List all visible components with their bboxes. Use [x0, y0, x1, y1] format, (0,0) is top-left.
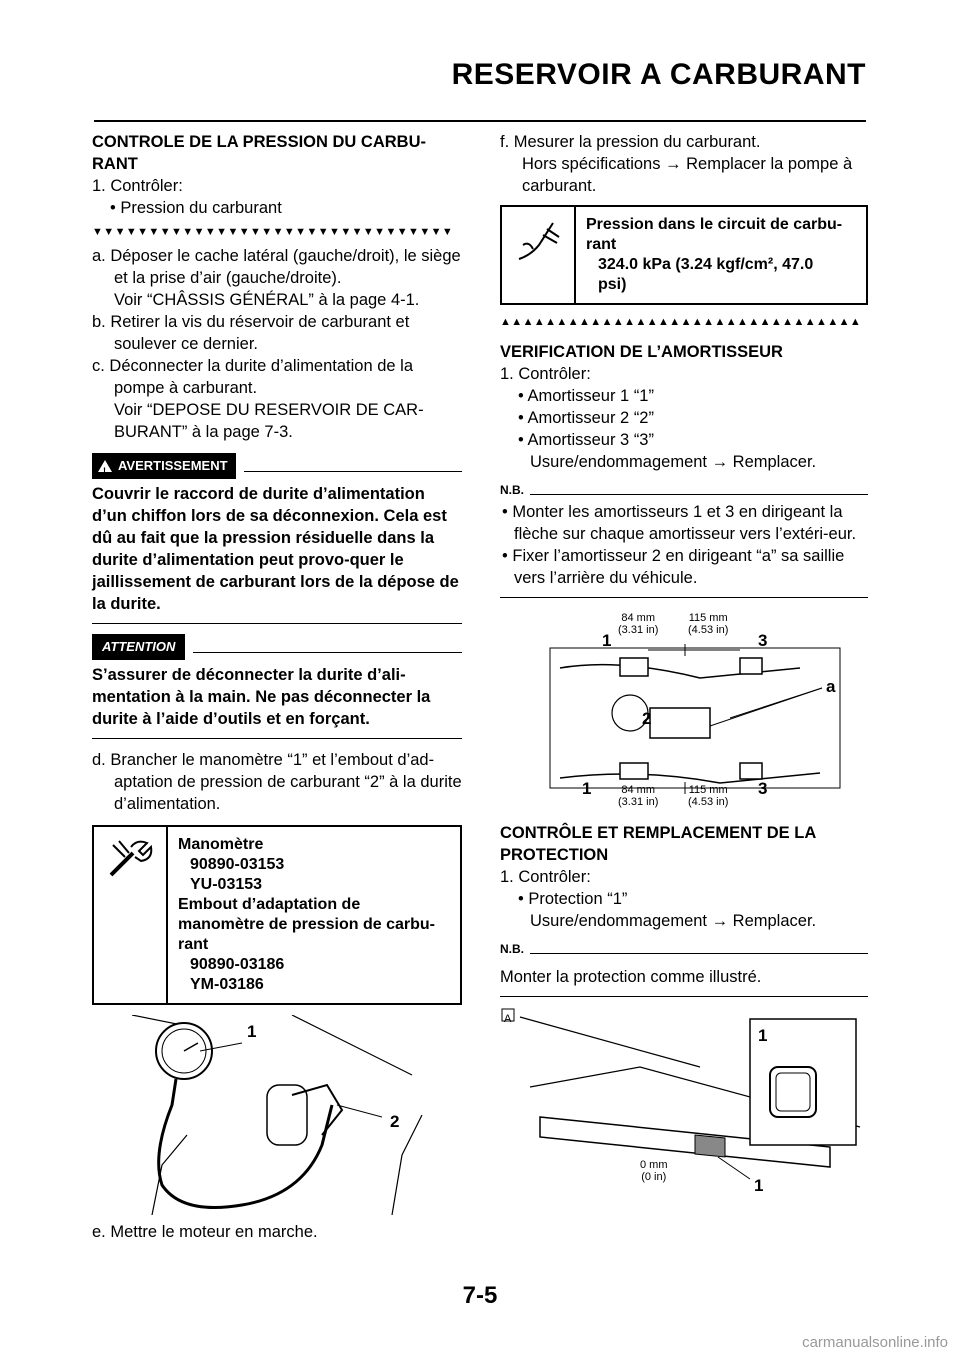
- note-end-rule-1: [500, 597, 868, 598]
- tool-box: [92, 825, 462, 1005]
- protection-figure: [500, 1007, 868, 1197]
- protection-result: Usure/endommagement → Remplacer.: [530, 912, 817, 930]
- tool-1-part-number: 90890-03153: [190, 856, 285, 873]
- section-title-damper: VERIFICATION DE L’AMORTISSEUR: [500, 343, 783, 361]
- callout-2: 2: [390, 1112, 400, 1131]
- warning-header-line: [244, 461, 462, 472]
- tool-2-name-line2: manomètre de pression de carbu-: [178, 916, 435, 933]
- step-1-bullet: • Pression du carburant: [110, 199, 282, 217]
- note-1-item-a: • Monter les amortisseurs 1 et 3 en dirigeant la flèche sur chaque amortisseur vers l’extéri-eur.: [502, 503, 857, 543]
- right-column: [500, 131, 868, 1203]
- page-number: 7-5: [462, 1282, 498, 1309]
- callout-1: 1: [247, 1022, 257, 1041]
- callout-damper-3-bottom: 3: [758, 779, 768, 798]
- note-header-2: [500, 938, 868, 960]
- spec-label-line2: rant: [586, 236, 617, 253]
- spec-content: [576, 207, 850, 303]
- note-label-2: N.B.: [500, 942, 524, 956]
- dim-bottom-84-mm: 84 mm: [621, 784, 655, 796]
- dim-protection-in: (0 in): [641, 1171, 667, 1183]
- damper-bullet-1: • Amortisseur 1 “1”: [518, 387, 654, 405]
- left-column: [92, 131, 462, 1243]
- tool-icon-cell: [94, 827, 168, 1003]
- watermark[interactable]: carmanualsonline.info: [802, 1334, 948, 1351]
- warning-end-rule: [92, 623, 462, 624]
- tool-1-name: Manomètre: [178, 836, 264, 853]
- warning-text: Couvrir le raccord de durite d’alimentation d’un chiffon lors de sa déconnexion. Cela est dû au fait que la pression résiduelle dans la durite d’alimentation peut provo-quer le jaillissement de carburant lors de la dépose de la durite.: [92, 485, 459, 613]
- step-c-reference: Voir “DEPOSE DU RESERVOIR DE CAR-BURANT” à la page 7-3.: [114, 401, 424, 441]
- damper-illustration: [500, 608, 868, 808]
- page-title: RESERVOIR A CARBURANT: [451, 58, 866, 91]
- protection-step-1: 1. Contrôler:: [500, 868, 591, 886]
- step-a: a. Déposer le cache latéral (gauche/droit), le siège et la prise d’air (gauche/droite).: [92, 247, 461, 287]
- step-1: 1. Contrôler:: [92, 177, 183, 195]
- step-f: f. Mesurer la pression du carburant.: [500, 133, 761, 151]
- damper-step-1: 1. Contrôler:: [500, 365, 591, 383]
- procedure-start-marks: ▼▼▼▼▼▼▼▼▼▼▼▼▼▼▼▼▼▼▼▼▼▼▼▼▼▼▼▼▼▼▼▼: [92, 226, 454, 238]
- title-rule: [94, 120, 866, 122]
- callout-damper-2: 2: [642, 709, 652, 728]
- callout-damper-3-top: 3: [758, 631, 768, 650]
- damper-figure: [500, 608, 868, 808]
- step-e: e. Mettre le moteur en marche.: [92, 1223, 318, 1241]
- view-label-a: A: [504, 1013, 512, 1025]
- note-label-1: N.B.: [500, 483, 524, 497]
- dim-bottom-84-in: (3.31 in): [618, 796, 659, 808]
- protection-bullet-1: • Protection “1”: [518, 890, 628, 908]
- attention-badge: ATTENTION: [92, 634, 185, 660]
- dim-top-115-in: (4.53 in): [688, 624, 729, 636]
- procedure-end-marks: ▲▲▲▲▲▲▲▲▲▲▲▲▲▲▲▲▲▲▲▲▲▲▲▲▲▲▲▲▲▲▲▲: [500, 316, 862, 328]
- dim-bottom-115-in: (4.53 in): [688, 796, 729, 808]
- tool-1-part-number-us: YU-03153: [190, 876, 263, 893]
- specification-icon: [513, 215, 563, 265]
- tool-2-part-number-us: YM-03186: [190, 976, 264, 993]
- tool-2-name-line3: rant: [178, 936, 209, 953]
- spec-value-line1: 324.0 kPa (3.24 kgf/cm², 47.0: [598, 256, 814, 273]
- section-title-protection: CONTRÔLE ET REMPLACEMENT DE LA PROTECTION: [500, 824, 816, 864]
- dim-bottom-115: [688, 784, 728, 808]
- spec-box: [500, 205, 868, 305]
- step-f-result: Hors spécifications → Remplacer la pompe à carburant.: [522, 155, 853, 195]
- attention-header: [92, 634, 462, 660]
- spec-value-line2: psi): [598, 276, 627, 293]
- dim-bottom-115-mm: 115 mm: [688, 784, 728, 796]
- note-end-rule-2: [500, 996, 868, 997]
- spec-label-line1: Pression dans le circuit de carbu-: [586, 216, 843, 233]
- callout-damper-1-top: 1: [602, 631, 612, 650]
- dim-bottom-84: [618, 784, 658, 808]
- note-header-line-1: [530, 486, 868, 495]
- tool-box-content: [168, 827, 443, 1003]
- note-header-line-2: [530, 945, 868, 954]
- attention-header-line: [193, 642, 462, 653]
- dim-protection-mm: 0 mm: [640, 1159, 668, 1171]
- warning-triangle-icon: [98, 460, 112, 472]
- damper-result: Usure/endommagement → Remplacer.: [530, 453, 817, 471]
- attention-text: S’assurer de déconnecter la durite d’ali-mentation à la main. Ne pas déconnecter la durite à l’aide d’outils et en forçant.: [92, 666, 431, 728]
- wrench-icon: [105, 835, 155, 881]
- note-header-1: [500, 479, 868, 501]
- damper-bullet-2: • Amortisseur 2 “2”: [518, 409, 654, 427]
- spec-icon-cell: [502, 207, 576, 303]
- step-a-reference: Voir “CHÂSSIS GÉNÉRAL” à la page 4-1.: [114, 291, 420, 309]
- tool-2-name-line1: Embout d’adaptation de: [178, 896, 361, 913]
- callout-damper-1-bottom: 1: [582, 779, 592, 798]
- warning-label: AVERTISSEMENT: [118, 458, 228, 473]
- step-c: c. Déconnecter la durite d’alimentation de la pompe à carburant.: [92, 357, 414, 397]
- dim-top-84-in: (3.31 in): [618, 624, 659, 636]
- step-b: b. Retirer la vis du réservoir de carburant et soulever ce dernier.: [92, 313, 410, 353]
- dim-top-115-mm: 115 mm: [688, 612, 728, 624]
- note-2-text: Monter la protection comme illustré.: [500, 968, 762, 986]
- dim-top-84: [618, 612, 658, 636]
- dim-top-115: [688, 612, 728, 636]
- callout-protection-1: 1: [754, 1176, 764, 1195]
- pressure-gauge-figure: [92, 1015, 462, 1215]
- attention-end-rule: [92, 738, 462, 739]
- tool-2-part-number: 90890-03186: [190, 956, 285, 973]
- callout-damper-a: a: [826, 677, 836, 696]
- step-d: d. Brancher le manomètre “1” et l’embout d’ad-aptation de pression de carburant “2” à la durite d’alimentation.: [92, 751, 462, 813]
- section-title-fuel-pressure: CONTROLE DE LA PRESSION DU CARBU-RANT: [92, 133, 426, 173]
- dim-top-84-mm: 84 mm: [621, 612, 655, 624]
- callout-protection-1-inset: 1: [758, 1026, 768, 1045]
- protection-illustration: [500, 1007, 868, 1197]
- warning-header: [92, 453, 462, 479]
- dim-protection: [640, 1159, 668, 1183]
- warning-badge: [92, 453, 236, 479]
- note-1-item-b: • Fixer l’amortisseur 2 en dirigeant “a” sa saillie vers l’arrière du véhicule.: [502, 547, 845, 587]
- pressure-gauge-illustration: [92, 1015, 462, 1215]
- damper-bullet-3: • Amortisseur 3 “3”: [518, 431, 654, 449]
